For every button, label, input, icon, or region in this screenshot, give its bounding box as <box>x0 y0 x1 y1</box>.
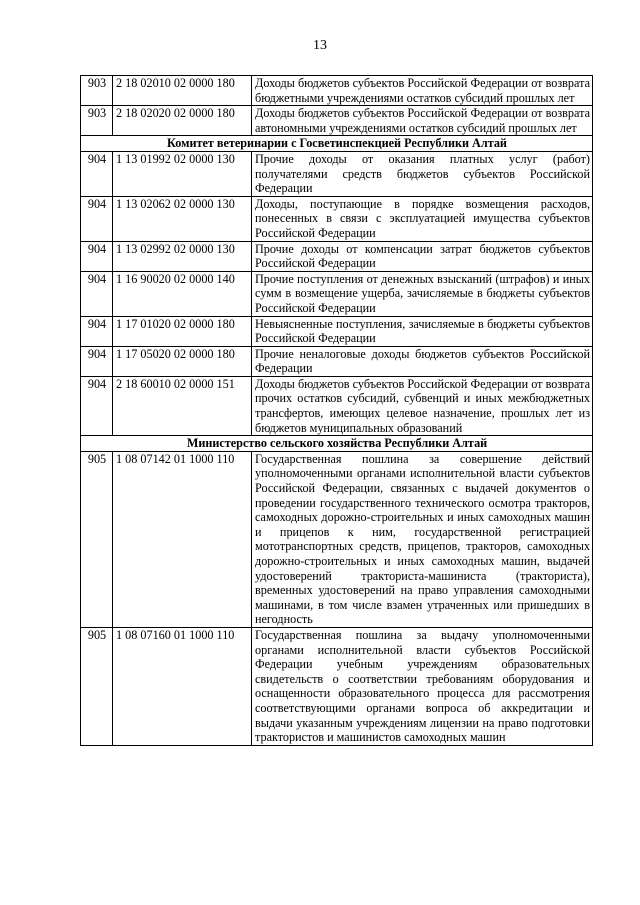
revenue-description-cell <box>252 106 593 136</box>
description-line: иных самоходных машин и прицепов к ним, <box>255 510 590 539</box>
budget-classification-code-cell: 1 13 02062 02 0000 130 <box>113 196 252 241</box>
revenue-description-cell <box>252 376 593 435</box>
description-line: рассмотрения соответствующими органами вопроса об <box>255 686 591 715</box>
description-line: машинами, в том числе взамен утраченных или <box>255 597 513 612</box>
admin-code-cell: 904 <box>81 151 113 196</box>
description-line: субъектов Российской Федерации <box>255 316 591 346</box>
section-title: Комитет ветеринарии с Госветинспекцией Республики Алтай <box>81 136 593 152</box>
budget-classification-code-cell: 2 18 02010 02 0000 180 <box>113 76 252 106</box>
table-row <box>81 241 593 271</box>
admin-code-cell: 904 <box>81 316 113 346</box>
revenue-description-cell <box>252 271 593 316</box>
budget-classification-code-cell: 1 17 01020 02 0000 180 <box>113 316 252 346</box>
description-line: Федерации учебным учреждениям образовательных <box>255 657 590 672</box>
admin-code-cell: 903 <box>81 76 113 106</box>
revenue-description-cell <box>252 451 593 627</box>
description-line: Доходы, поступающие в порядке возмещения расходов, <box>255 196 590 211</box>
revenue-description-cell <box>252 76 593 106</box>
description-line: возврата автономными учреждениями остатков субсидий <box>255 106 590 135</box>
table-row <box>81 271 593 316</box>
description-line: оснащенности образовательного процесса для <box>255 686 511 701</box>
table-row <box>81 106 593 136</box>
description-line: Государственная пошлина за выдачу уполномоченными <box>255 627 590 642</box>
description-line: возврата бюджетными учреждениями остатков субсидий <box>255 76 590 105</box>
budget-classification-code-cell: 2 18 60010 02 0000 151 <box>113 376 252 435</box>
description-line: свидетельств о соответствии требованиям оборудования и <box>255 671 590 686</box>
budget-classification-code-cell: 2 18 02020 02 0000 180 <box>113 106 252 136</box>
table-row <box>81 627 593 745</box>
budget-classification-code-cell: 1 16 90020 02 0000 140 <box>113 271 252 316</box>
admin-code-cell: 904 <box>81 271 113 316</box>
description-line: Российской Федерации <box>255 346 590 376</box>
revenue-codes-table <box>80 75 593 746</box>
description-line: межбюджетных трансфертов, имеющих целевое <box>255 391 590 421</box>
revenue-codes-table-body <box>81 76 593 746</box>
description-line: и иных самоходных машин, выдачей удостоверений <box>255 554 590 583</box>
budget-classification-code-cell: 1 08 07142 01 1000 110 <box>113 451 252 627</box>
description-line: пришедших в негодность <box>255 597 590 627</box>
description-line: Прочие поступления от денежных взысканий (штрафов) и <box>255 271 560 286</box>
revenue-description-cell <box>252 627 593 745</box>
description-line: прошлых лет <box>506 90 575 105</box>
table-row <box>81 151 593 196</box>
description-line: Доходы бюджетов субъектов Российской Федерации от <box>255 376 543 391</box>
description-line: Федерации <box>255 181 313 196</box>
budget-classification-code-cell: 1 13 01992 02 0000 130 <box>113 151 252 196</box>
revenue-description-cell <box>252 241 593 271</box>
description-line: документов о проведении государственного технического <box>255 481 590 510</box>
revenue-description-cell <box>252 196 593 241</box>
description-line: на право подготовки трактористов и машинистов <box>255 715 590 745</box>
description-line: самоходных машин <box>404 730 506 745</box>
revenue-description-cell <box>252 151 593 196</box>
description-line: возврата прочих остатков субсидий, субвенций и иных <box>255 376 590 406</box>
description-line: прошлых лет <box>508 120 577 135</box>
section-title: Министерство сельского хозяйства Республики Алтай <box>81 436 593 452</box>
budget-classification-code-cell: 1 08 07160 01 1000 110 <box>113 627 252 745</box>
description-line: Прочие доходы от оказания платных услуг (работ) <box>255 151 590 166</box>
table-row <box>81 196 593 241</box>
description-line: тракториста-машиниста (тракториста), временных <box>255 568 590 598</box>
revenue-description-cell <box>252 316 593 346</box>
table-row <box>81 376 593 435</box>
admin-code-cell: 904 <box>81 196 113 241</box>
description-line: субъектов Российской Федерации, связанных с выдачей <box>255 466 590 496</box>
admin-code-cell: 904 <box>81 376 113 435</box>
description-line: органами исполнительной власти субъектов Российской <box>255 642 590 657</box>
description-line: понесенных в связи с эксплуатацией имущества субъектов <box>255 211 590 226</box>
description-line: Российской Федерации <box>255 225 376 240</box>
section-header-row <box>81 136 593 152</box>
budget-classification-code-cell: 1 13 02992 02 0000 130 <box>113 241 252 271</box>
table-row <box>81 346 593 376</box>
table-row <box>81 451 593 627</box>
description-line: удостоверений на право управления самоходными <box>318 583 590 598</box>
description-line: Прочие неналоговые доходы бюджетов субъектов <box>255 346 525 361</box>
budget-classification-code-cell: 1 17 05020 02 0000 180 <box>113 346 252 376</box>
description-line: Прочие доходы от компенсации затрат бюджетов <box>255 241 532 256</box>
admin-code-cell: 905 <box>81 627 113 745</box>
description-line: субъектов Российской Федерации <box>255 241 590 271</box>
description-line: образований <box>397 420 463 435</box>
page-number: 13 <box>313 38 327 53</box>
description-line: назначение, прошлых лет из бюджетов муниципальных <box>255 406 591 435</box>
description-line: Государственная пошлина за совершение действий <box>255 451 590 466</box>
description-line: иных сумм в возмещение ущерба, зачисляемые в бюджеты <box>255 271 591 301</box>
description-line: Невыясненные поступления, зачисляемые в бюджеты <box>255 316 536 331</box>
admin-code-cell: 904 <box>81 346 113 376</box>
table-row <box>81 76 593 106</box>
description-line: уполномоченными органами исполнительной власти <box>255 466 534 481</box>
admin-code-cell: 904 <box>81 241 113 271</box>
revenue-description-cell <box>252 346 593 376</box>
table-row <box>81 316 593 346</box>
description-line: прицепов, тракторов, самоходных дорожно-строительных <box>255 539 591 568</box>
admin-code-cell: 903 <box>81 106 113 136</box>
admin-code-cell: 905 <box>81 451 113 627</box>
description-line: аккредитации и выдачи указанным учреждениям лицензии <box>255 700 591 730</box>
description-line: Доходы бюджетов субъектов Российской Федерации от <box>255 106 543 121</box>
description-line: Доходы бюджетов субъектов Российской Федерации от <box>255 76 543 90</box>
description-line: государственной регистрацией мототранспортных средств, <box>255 524 591 554</box>
description-line: получателями средств бюджетов субъектов Российской <box>255 166 590 181</box>
description-line: субъектов Российской Федерации <box>255 286 591 315</box>
description-line: осмотра тракторов, самоходных дорожно-строительных и <box>255 495 591 525</box>
section-header-row <box>81 436 593 452</box>
